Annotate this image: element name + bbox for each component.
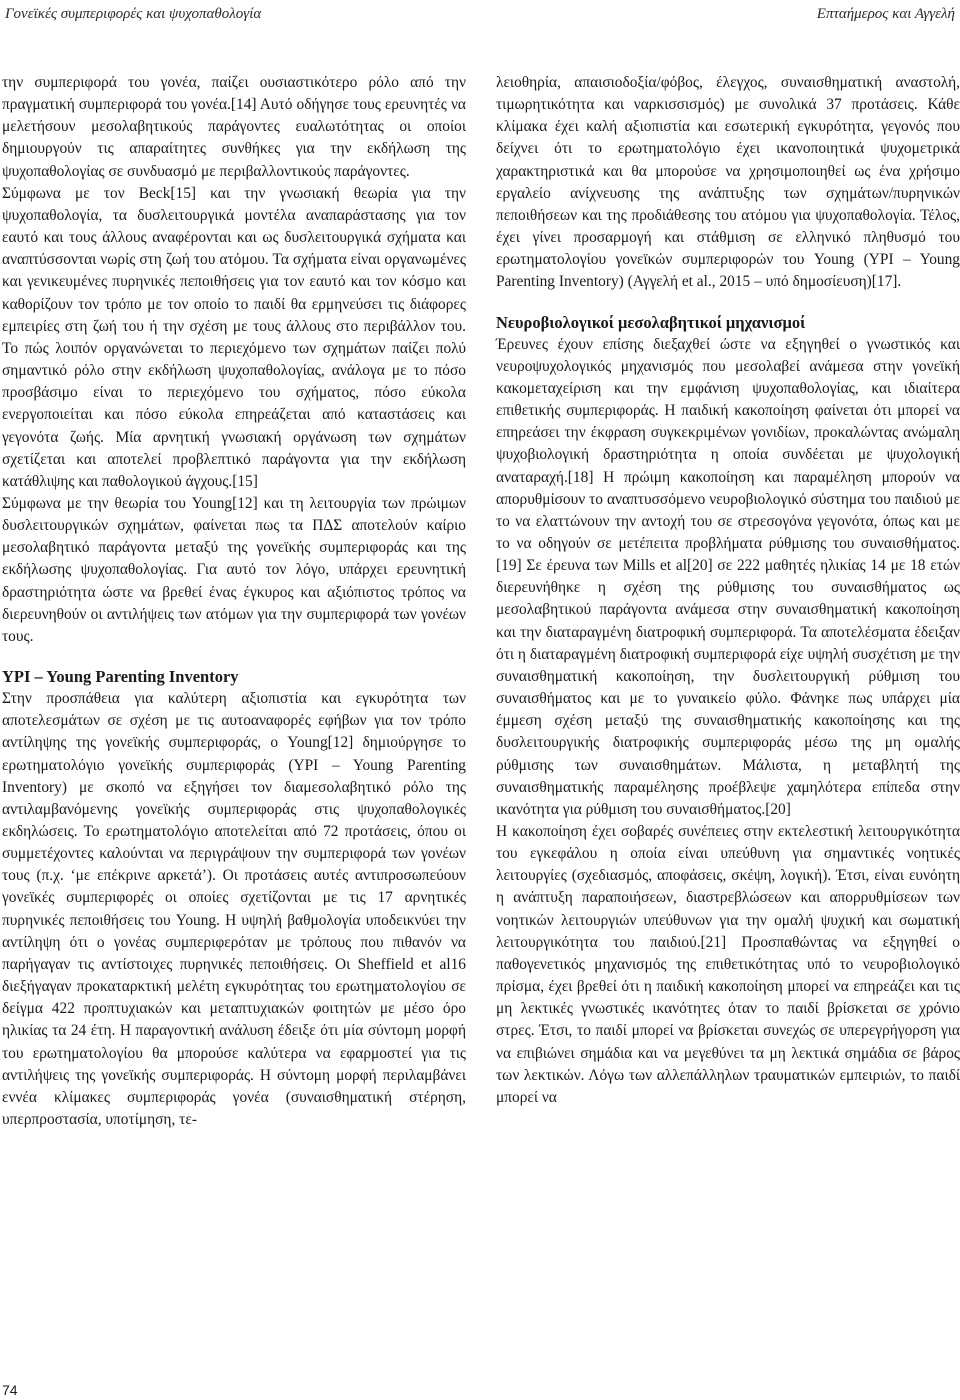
page-number: 74 <box>2 1382 18 1398</box>
paragraph: Σύμφωνα με τον Beck[15] και την γνωσιακή θεωρία για την ψυχοπαθολογία, τα δυσλειτουργικά μοντέλα αναπαράστασης για τον εαυτό και τους άλλους αναφέρονται και ως δυσλειτουργικά σχήματα και αναπτύσσονται νωρίς στη ζωή του ατόμου. Τα σχήματα είναι οργανωμένες και γενικευμένες πυρηνικές πεποιθήσεις για τον εαυτό και τον κόσμο και καθορίζουν τον τρόπο με τον οποίο το παιδί θα ερμηνεύσει τις διάφορες εμπειρίες στη ζωή του ή την σχέση με τους άλλους στο περιβάλλον του. Το πώς λοιπόν οργανώνεται το περιεχόμενο των σχημάτων παίζει πολύ σημαντικό ρόλο στην εκδήλωση ψυχοπαθολογίας, ανάλογα με το πόσο προσβάσιμο είναι το περιεχόμενο του σχήματος, πόσο εύκολα ενεργοποιείται και πόσο εύκολα επηρεάζεται από καταστάσεις και γεγονότα ζωής. Μία αρνητική γνωσιακή οργάνωση των σχημάτων σχετίζεται και αποτελεί προβλεπτικό παράγοντα για την εκδήλωση κατάθλιψης και παθολογικού άγχους.[15] <box>2 184 466 490</box>
running-head <box>5 6 955 28</box>
left-column <box>2 72 466 1131</box>
spacer <box>496 294 960 312</box>
right-column <box>496 72 960 1109</box>
paragraph: Στην προσπάθεια για καλύτερη αξιοπιστία και εγκυρότητα των αποτελεσμάτων σε σχέση με τις αυτοαναφορές εφήβων για τον τρόπο αντίληψης της γονεϊκής συμπεριφοράς, ο Young[12] δημιούργησε το ερωτηματολόγιο γονεϊκής συμπεριφοράς (YPI – Young Parenting Inventory) με σκοπό να εξηγήσει τον διαμεσολαβητικό ρόλο της αντιλαμβανόμενης γονεϊκής συμπεριφοράς στις ψυχοπαθολογικές εκδηλώσεις. Το ερωτηματολόγιο αποτελείται από 72 προτάσεις, όπου οι συμμετέχοντες καλούνται να περιγράψουν την συμπεριφορά των γονέων τους (π.χ. ‘με επέκρινε αρκετά’). Οι προτάσεις αυτές αντιπροσωπεύουν γονεϊκές συμπεριφορές οι οποίες σχετίζονται με τις 17 αρνητικές πυρηνικές πεποιθήσεις του Young. Η υψηλή βαθμολογία υποδεικνύει την αντίληψη ότι ο γονέας συμπεριφερόταν με τρόπους που πιθανόν να παρήγαγαν τις αντίστοιχες πυρηνικές πεποιθήσεις. Οι Sheffield et al16 διεξήγαγαν προκαταρκτική μελέτη εγκυρότητας του ερωτηματολογίου σε δείγμα 422 προπτυχιακών και μεταπτυχιακών φοιτητών με μέσο όρο ηλικίας τα 24 έτη. Η παραγοντική ανάλυση έδειξε ότι μία σύντομη μορφή του ερωτηματολογίου θα μπορούσε καλύτερα να εφαρμοστεί για τις αντιλήψεις της γονεϊκής συμπεριφοράς. Η σύντομη μορφή περιλαμβάνει εννέα κλίμακες συμπεριφοράς γονέα (συναισθηματική στέρηση, υπερπροστασία, υποτίμηση, τε- <box>2 690 466 1129</box>
running-head-authors: Επταήμερος και Αγγελή <box>816 6 955 22</box>
section-heading-neurobiological: Νευροβιολογικοί μεσολαβητικοί μηχανισμοί <box>496 312 806 332</box>
paragraph: Σύμφωνα με την θεωρία του Young[12] και τη λειτουργία των πρώιμων δυσλειτουργικών σχημάτων, φαίνεται πως τα ΠΔΣ αποτελούν καίριο μεσολαβητικό παράγοντα μεταξύ της γονεϊκής συμπεριφοράς και της εκδήλωσης ψυχοπαθολογίας. Για αυτό τον λόγο, υπάρχει ερευνητική δραστηριότητα ώστε να βρεθεί ένας έγκυρος και αξιόπιστος τρόπος να διερευνηθούν οι αντιλήψεις των ατόμων για την συμπεριφορά των γονέων τους. <box>2 494 466 645</box>
paragraph: Έρευνες έχουν επίσης διεξαχθεί ώστε να εξηγηθεί ο γνωστικός και νευροψυχολογικός μηχανισμός που μεσολαβεί ανάμεσα στην γονεϊκή κακομεταχείριση και την εμφάνιση ψυχοπαθολογίας, και ιδιαίτερα επιθετικής συμπεριφοράς. Η παιδική κακοποίηση φαίνεται ότι μπορεί να επηρεάσει την έκφραση συγκεκριμένων γονιδίων, προκαλώντας ανώμαλη ψυχοβιολογική δραστηριότητα η οποία συνδέεται με ψυχολογική αναταραχή.[18] Η πρώιμη κακοποίηση και παραμέληση μπορούν να απορυθμίσουν το αναπτυσσόμενο νευροβιολογικό σύστημα του παιδιού με το να ελαττώνουν την αντοχή του σε στρεσογόνα γεγονότα, όπως και με το να οδηγούν σε μετέπειτα προβλήματα ρύθμισης του συναισθήματος.[19] Σε έρευνα των Mills et al[20] σε 222 μαθητές ηλικίας 14 με 18 ετών διερευνήθηκε η σχέση της ρύθμισης του συναισθήματος ως μεσολαβητικού παράγοντα ανάμεσα στην συναισθηματική κακοποίηση και την διαταραγμένη διατροφική συμπεριφορά. Τα αποτελέσματα έδειξαν ότι η διαταραγμένη διατροφική συμπεριφορά είχε υψηλή συσχέτιση με την συναισθηματική κακοποίηση, την δυσλειτουργική ρύθμιση του συναισθήματος και με το γυναικείο φύλο. Φάνηκε πως υπάρχει μία έμμεση σχέση μεταξύ της συναισθηματικής κακοποίησης και της δυσλειτουργικής διατροφικής συμπεριφοράς μέσω της μη ομαλής ρύθμισης των συναισθημάτων. Μάλιστα, η μεταβλητή της συναισθηματικής παραμέλησης προέβλεψε χαμηλότερα επίπεδα στην ικανότητα για ρύθμιση του συναισθήματος.[20] <box>496 335 960 818</box>
section-heading-ypi: YPI – Young Parenting Inventory <box>2 667 239 687</box>
paragraph: Η κακοποίηση έχει σοβαρές συνέπειες στην εκτελεστική λειτουργικότητα του εγκεφάλου η οποία είναι υπεύθυνη για σημαντικές νοητικές λειτουργίες (σχεδιασμός, αποφάσεις, σκέψη, λογική). Έτσι, είναι ευνόητη η ανάπτυξη παραποιήσεων, διαστρεβλώσεων και απορρυθμίσεων των νοητικών λειτουργιών υπεύθυνων για την ομαλή ψυχική και σωματική λειτουργικότητα του παιδιού.[21] Προσπαθώντας να εξηγηθεί ο παθογενετικός μηχανισμός της επιθετικότητας υπό το νευροβιολογικό πρίσμα, έχει βρεθεί ότι η παιδική κακοποίηση μπορεί να επηρεάζει και τις μη λεκτικές γνωστικές ικανότητες όταν το παιδί βρίσκεται σε χρόνιο στρες. Έτσι, το παιδί μπορεί να βρίσκεται συνεχώς σε υπερεγρήγορση για να επιβιώνει σημάδια και να μεγεθύνει τα μη λεκτικά σημάδια σε βάρος των λεκτικών. Λόγω των αλλεπάλληλων τραυματικών εμπειριών, το παιδί μπορεί να <box>496 823 960 1106</box>
paragraph: την συμπεριφορά του γονέα, παίζει ουσιαστικότερο ρόλο από την πραγματική συμπεριφορά του γονέα.[14] Αυτό οδήγησε τους ερευνητές να μελετήσουν μεσολαβητικούς παράγοντες ευαλωτότητας οι οποίοι δημιουργούν τις απαραίτητες συνθήκες για την εκδήλωση της ψυχοπαθολογίας σε συνδυασμό με περιβαλλοντικούς παράγοντες. <box>2 74 466 180</box>
paragraph: λειοθηρία, απαισιοδοξία/φόβος, έλεγχος, συναισθηματική αναστολή, τιμωρητικότητα και ναρκισσισμός) με συνολικά 37 προτάσεις. Κάθε κλίμακα έχει καλή αξιοπιστία και εσωτερική εγκυρότητα, γεγονός που δείχνει ότι το ερωτηματολόγιο έχει ικανοποιητικά ψυχομετρικά χαρακτηριστικά και θα μπορούσε να χρησιμοποιηθεί ως ένα χρήσιμο εργαλείο ανίχνευσης της ανάπτυξης των σχημάτων/πυρηνικών πεποιθήσεων και της προδιάθεσης του ατόμου για ψυχοπαθολογία. Τέλος, έχει γίνει προσαρμογή και στάθμιση σε ελληνικό πληθυσμό του ερωτηματολογίου γονεϊκών συμπεριφορών του Young (YPI – Young Parenting Inventory) (Αγγελή et al., 2015 – υπό δημοσίευση)[17]. <box>496 74 960 291</box>
spacer <box>2 648 466 666</box>
running-head-title: Γονεϊκές συμπεριφορές και ψυχοπαθολογία <box>5 6 262 22</box>
